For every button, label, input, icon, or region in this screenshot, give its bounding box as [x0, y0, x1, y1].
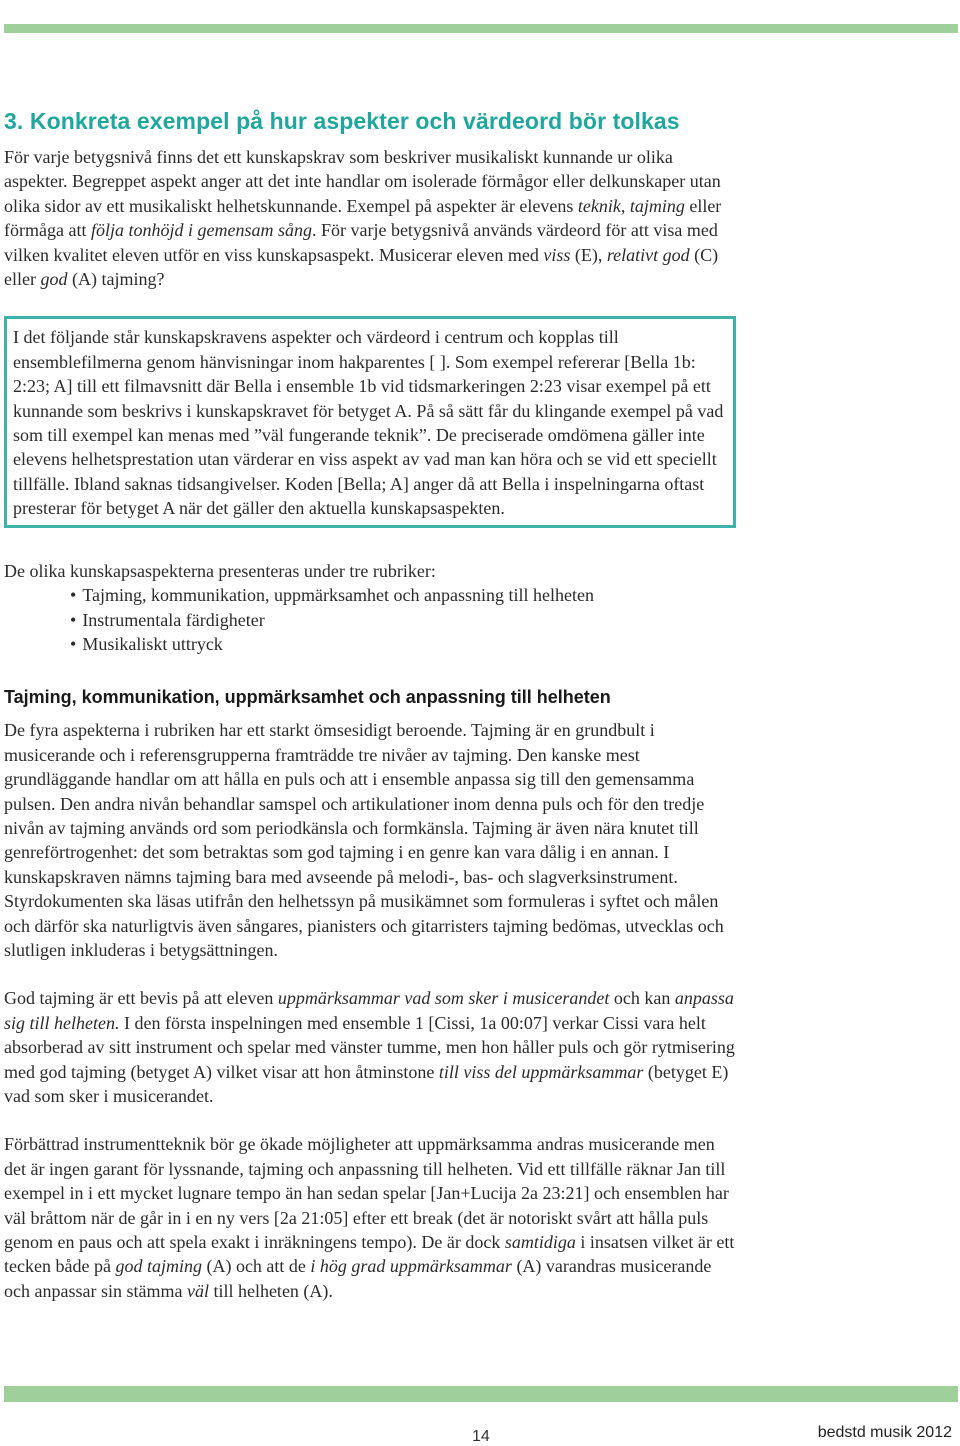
body-paragraph: Förbättrad instrumentteknik bör ge ökade möjligheter att uppmärksamma andras musicerande men det är ingen garant för lyssnande, tajming och anpassning till helheten. Vid ett tillfälle räknar Jan till exempel in i ett mycket lugnare tempo än han sedan spelar [Jan+Lucija 2a 23:21] och ensemblen har väl bråttom när de går in i en ny vers [2a 21:05] efter ett break (det är notoriskt svårt att hålla puls genom en paus och att spela exakt i inräkningens tempo). De är dock samtidiga i insatsen vilket är ett tecken både på god tajming (A) och att de i hög grad uppmärksammar (A) varandras musicerande och anpassar sin stämma väl till helheten (A).: [4, 1134, 735, 1301]
page-number: 14: [472, 1428, 490, 1445]
section-heading: 3. Konkreta exempel på hur aspekter och värdeord bör tolkas: [4, 108, 680, 134]
subsection-heading: Tajming, kommunikation, uppmärksamhet och anpassning till helheten: [4, 687, 611, 708]
body-paragraph: De fyra aspekterna i rubriken har ett starkt ömsesidigt beroende. Tajming är en grundbult i musicerande och i referensgrupperna framträdde tre nivåer av tajming. Den kanske mest grundläggande handlar om att hålla en puls och att i ensemble anpassa sig till den gemensamma pulsen. Den andra nivån behandlar samspel och artikulationer inom denna puls och för den tredje nivån av tajming används ord som periodkänsla och formkänsla. Tajming är även nära knutet till genreförtrogenhet: det som betraktas som god tajming i en genre kan vara dålig i en annan. I kunskapskraven nämns tajming bara med avseende på melodi-, bas- och slagverksinstrument. Styrdokumenten ska läsas utifrån den helhetssyn på musikämnet som formuleras i syftet och målen och därför ska naturligtvis även sångares, pianisters och gitarristers tajming bedömas, utvecklas och slutligen inkluderas i betygsättningen.: [4, 720, 724, 960]
info-box: [4, 316, 736, 527]
intro-paragraph: För varje betygsnivå finns det ett kunskapskrav som beskriver musikaliskt kunnande ur olika aspekter. Begreppet aspekt anger att det inte handlar om isolerade förmågor eller delkunskaper utan olika sidor av ett musikaliskt helhetskunnande. Exempel på aspekter är elevens teknik, tajming eller förmåga att följa tonhöjd i gemensam sång. För varje betygsnivå används värdeord för att visa med vilken kvalitet eleven utför en viss kunskapsaspekt. Musicerar eleven med viss (E), relativt god (C) eller god (A) tajming?: [4, 147, 722, 290]
tajming-section: [4, 687, 739, 1303]
top-accent-bar: [4, 24, 958, 33]
body-paragraph: God tajming är ett bevis på att eleven uppmärksammar vad som sker i musicerandet och kan anpassa sig till helheten. I den första inspelningen med ensemble 1 [Cissi, 1a 00:07] verkar Cissi vara helt absorberad av sitt instrument och spelar med vänster tumme, men hon håller puls och gör rytmisering med god tajming (betyget A) vilket visar att hon åtminstone till viss del uppmärksammar (betyget E) vad som sker i musicerandet.: [4, 988, 735, 1106]
rubriker-lead: De olika kunskapsaspekterna presenteras under tre rubriker:: [4, 560, 436, 581]
page-content: [4, 108, 739, 1303]
list-item: • Tajming, kommunikation, uppmärksamhet och anpassning till helheten: [70, 583, 739, 607]
bottom-accent-bar: [4, 1386, 958, 1402]
publication-name: bedstd musik 2012: [817, 1424, 952, 1441]
rubriker-list: [70, 583, 739, 656]
list-item: • Musikaliskt uttryck: [70, 632, 739, 656]
info-box-text: I det följande står kunskapskravens aspekter och värdeord i centrum och kopplas till ensemblefilmerna genom hänvisningar inom hakparentes [ ]. Som exempel refererar [Bella 1b: 2:23; A] till ett filmavsnitt där Bella i ensemble 1b vid tidsmarkeringen 2:23 visar exempel på ett kunnande som beskrivs i kunskapskravet för betyget A. På så sätt får du klingande exempel på vad som till exempel kan menas med ”väl fungerande teknik”. De preciserade omdömena gäller inte elevens helhetsprestation utan värderar en viss aspekt av vad man kan höra och se vid ett speciellt tillfälle. Ibland saknas tidsangivelser. Koden [Bella; A] anger då att Bella i inspelningarna oftast presterar för betyget A när det gäller den aktuella kunskapsaspekten.: [13, 327, 724, 519]
list-item: • Instrumentala färdigheter: [70, 608, 739, 632]
